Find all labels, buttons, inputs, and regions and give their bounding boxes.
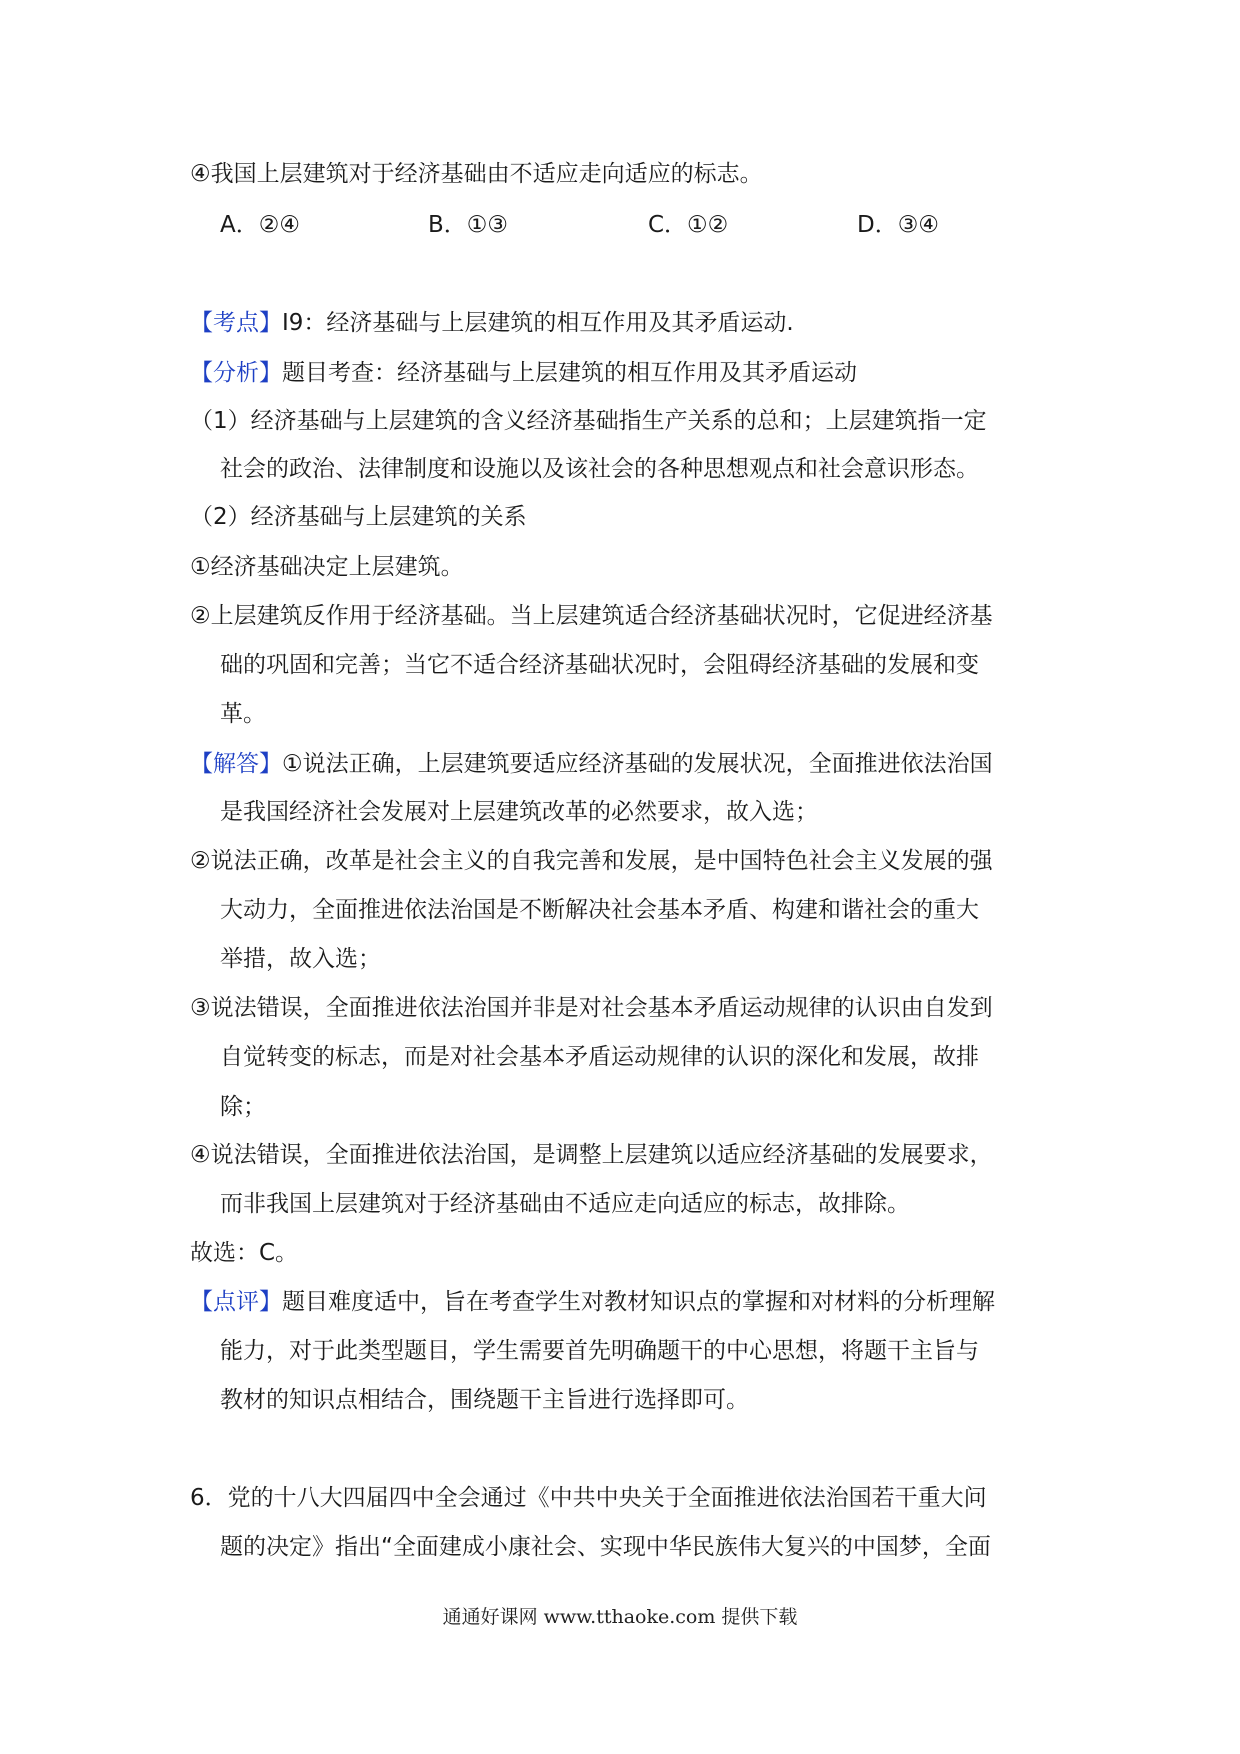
- jieda-line-6: ③说法错误，全面推进依法治国并非是对社会基本矛盾运动规律的认识由自发到: [190, 995, 993, 1021]
- dianping-line-2: 能力，对于此类型题目，学生需要首先明确题干的中心思想，将题干主旨与: [220, 1338, 979, 1364]
- kaodian-text: I9：经济基础与上层建筑的相互作用及其矛盾运动.: [282, 310, 794, 336]
- q5-item4: ④我国上层建筑对于经济基础由不适应走向适应的标志。: [190, 161, 763, 187]
- fenxi-line-3: 社会的政治、法律制度和设施以及该社会的各种思想观点和社会意识形态。: [220, 456, 979, 482]
- fenxi-text: 题目考查：经济基础与上层建筑的相互作用及其矛盾运动: [282, 360, 857, 386]
- kaodian-tag: 【考点】: [190, 310, 282, 336]
- option-b: B．①③: [428, 212, 509, 238]
- jieda-line-4: 大动力，全面推进依法治国是不断解决社会基本矛盾、构建和谐社会的重大: [220, 897, 979, 923]
- jieda-line-3: ②说法正确，改革是社会主义的自我完善和发展，是中国特色社会主义发展的强: [190, 848, 993, 874]
- jieda-line-7: 自觉转变的标志，而是对社会基本矛盾运动规律的认识的深化和发展，故排: [220, 1044, 979, 1070]
- fenxi-line-7: 础的巩固和完善；当它不适合经济基础状况时，会阻碍经济基础的发展和变: [220, 652, 979, 678]
- jieda-text: ①说法正确，上层建筑要适应经济基础的发展状况，全面推进依法治国: [282, 751, 993, 777]
- jieda-line-9: ④说法错误，全面推进依法治国，是调整上层建筑以适应经济基础的发展要求，: [190, 1142, 993, 1168]
- jieda-line-2: 是我国经济社会发展对上层建筑改革的必然要求，故入选；: [220, 799, 818, 825]
- q6-line-1: 6．党的十八大四届四中全会通过《中共中央关于全面推进依法治国若干重大问: [190, 1485, 987, 1511]
- jieda-tag: 【解答】: [190, 751, 282, 777]
- dianping-text: 题目难度适中，旨在考查学生对教材知识点的掌握和对材料的分析理解: [282, 1289, 995, 1315]
- jieda-line: [190, 749, 993, 779]
- fenxi-tag: 【分析】: [190, 360, 282, 386]
- fenxi-line: [190, 358, 857, 388]
- jieda-answer: 故选：C。: [190, 1240, 299, 1266]
- dianping-line: [190, 1287, 995, 1317]
- fenxi-line-8: 革。: [220, 701, 266, 727]
- option-c: C．①②: [648, 212, 729, 238]
- jieda-line-10: 而非我国上层建筑对于经济基础由不适应走向适应的标志，故排除。: [220, 1191, 910, 1217]
- page-footer: 通通好课网 www.tthaoke.com 提供下载: [442, 1606, 798, 1628]
- option-a: A．②④: [220, 212, 300, 238]
- dianping-line-3: 教材的知识点相结合，围绕题干主旨进行选择即可。: [220, 1387, 749, 1413]
- q6-line-2: 题的决定》指出“全面建成小康社会、实现中华民族伟大复兴的中国梦，全面: [220, 1534, 991, 1560]
- fenxi-line-4: （2）经济基础与上层建筑的关系: [190, 504, 527, 530]
- fenxi-line-6: ②上层建筑反作用于经济基础。当上层建筑适合经济基础状况时，它促进经济基: [190, 603, 993, 629]
- option-d: D．③④: [857, 212, 939, 238]
- fenxi-line-5: ①经济基础决定上层建筑。: [190, 554, 464, 580]
- jieda-line-8: 除；: [220, 1094, 266, 1120]
- dianping-tag: 【点评】: [190, 1289, 282, 1315]
- jieda-line-5: 举措，故入选；: [220, 946, 381, 972]
- fenxi-line-2: （1）经济基础与上层建筑的含义经济基础指生产关系的总和；上层建筑指一定: [190, 408, 987, 434]
- kaodian-line: [190, 308, 794, 338]
